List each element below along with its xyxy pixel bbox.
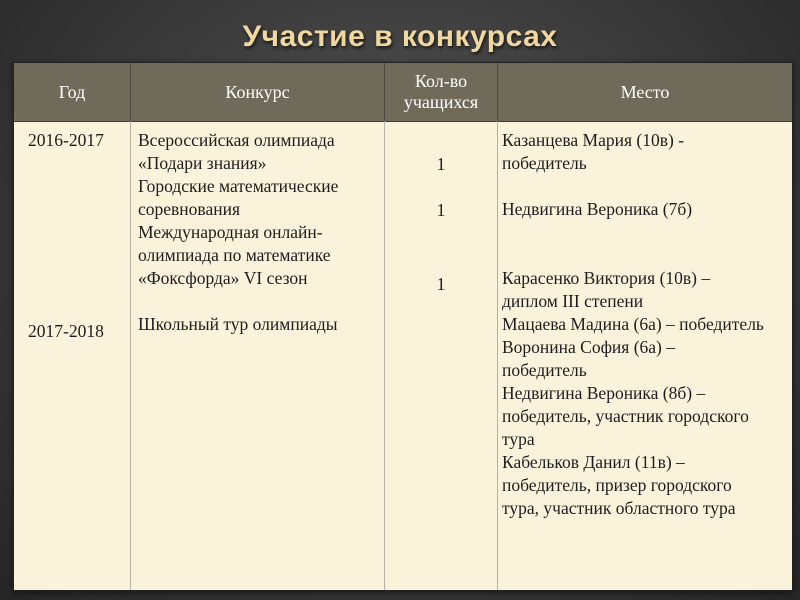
konkurs-item: Всероссийская олимпиада «Подари знания»: [138, 130, 335, 173]
header-divider: [130, 63, 131, 121]
konkurs-item: Городские математические соревнования: [138, 176, 339, 219]
column-divider: [384, 63, 385, 590]
mesto-item: Казанцева Мария (10в) - победитель: [502, 130, 685, 173]
header-divider: [497, 63, 498, 121]
column-divider: [130, 63, 131, 590]
mesto-item: Недвигина Вероника (8б) – победитель, участник городского тура: [502, 383, 749, 449]
konkurs-item: Школьный тур олимпиады: [138, 314, 338, 334]
mesto-item: Мацаева Мадина (6а) – победитель: [502, 314, 764, 334]
header-count: Кол-во учащихся: [403, 71, 479, 112]
header-divider: [384, 63, 385, 121]
konkurs-item: Международная онлайн-олимпиада по математике «Фоксфорда» VI сезон: [138, 222, 331, 288]
count-value: 1: [436, 154, 446, 174]
count-value: 1: [436, 200, 446, 220]
mesto-item: Недвигина Вероника (7б): [502, 199, 693, 219]
mesto-item: Карасенко Виктория (10в) – диплом III степени: [502, 268, 711, 311]
page-title: Участие в конкурсах: [242, 20, 558, 53]
header-konkurs: Конкурс: [225, 81, 290, 102]
year-cell-2016-2017: 2016-2017: [28, 130, 104, 150]
count-value: 1: [436, 274, 446, 294]
mesto-item: Воронина София (6а) – победитель: [502, 337, 676, 380]
mesto-item: Кабельков Данил (11в) – победитель, призер городского тура, участник областного тура: [502, 452, 736, 518]
column-divider: [497, 63, 498, 590]
konkurs-cell: [138, 129, 376, 336]
header-mesto: Место: [620, 81, 670, 102]
header-year: Год: [58, 81, 86, 102]
competitions-table: [13, 62, 793, 591]
mesto-cell: [502, 129, 764, 520]
year-cell-2017-2018: 2017-2018: [28, 321, 104, 341]
